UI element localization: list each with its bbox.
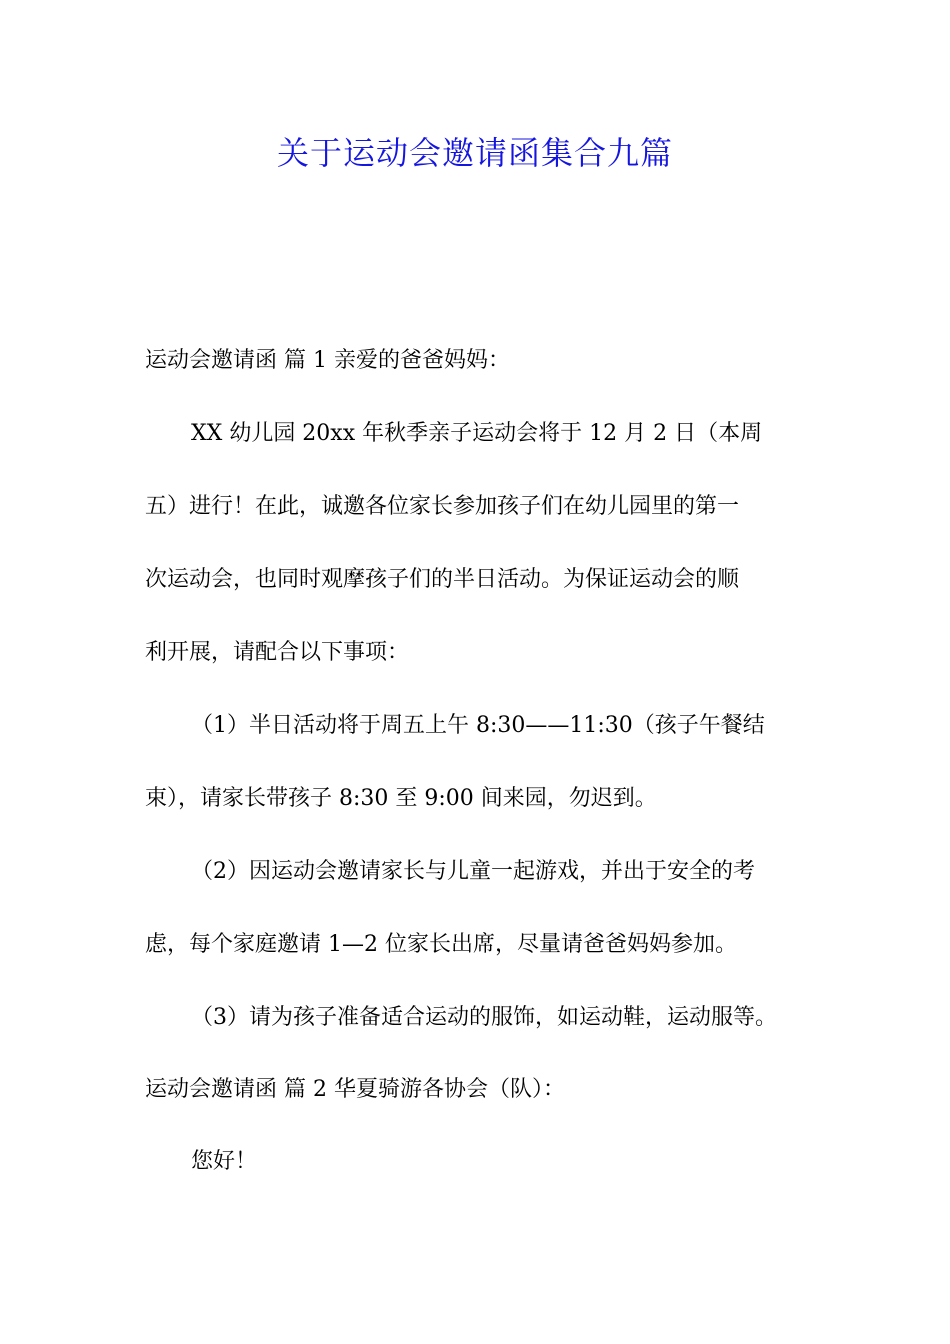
text-line: XX 幼儿园 20xx 年秋季亲子运动会将于 12 月 2 日（本周 (191, 421, 763, 446)
document-body (145, 339, 813, 1213)
text-line: 次运动会，也同时观摩孩子们的半日活动。为保证运动会的顺 (145, 567, 740, 592)
text-line: 利开展，请配合以下事项： (145, 640, 410, 665)
text-line: 五）进行！在此，诚邀各位家长参加孩子们在幼儿园里的第一 (145, 494, 740, 519)
text-line: 束），请家长带孩子 8:30 至 9:00 间来园，勿迟到。 (145, 786, 657, 811)
text-line: 虑，每个家庭邀请 1—2 位家长出席，尽量请爸爸妈妈参加。 (145, 932, 737, 957)
text-line: 您好！ (191, 1149, 258, 1174)
text-line: （2）因运动会邀请家长与儿童一起游戏，并出于安全的考 (191, 859, 755, 884)
text-line: （3）请为孩子准备适合运动的服饰，如运动鞋，运动服等。 (191, 1005, 777, 1030)
document-title: 关于运动会邀请函集合九篇 (276, 134, 673, 172)
text-line: （1）半日活动将于周五上午 8:30——11:30（孩子午餐结 (191, 713, 765, 738)
text-line: 运动会邀请函 篇 1 亲爱的爸爸妈妈： (145, 348, 510, 373)
text-line: 运动会邀请函 篇 2 华夏骑游各协会（队）： (145, 1077, 565, 1102)
